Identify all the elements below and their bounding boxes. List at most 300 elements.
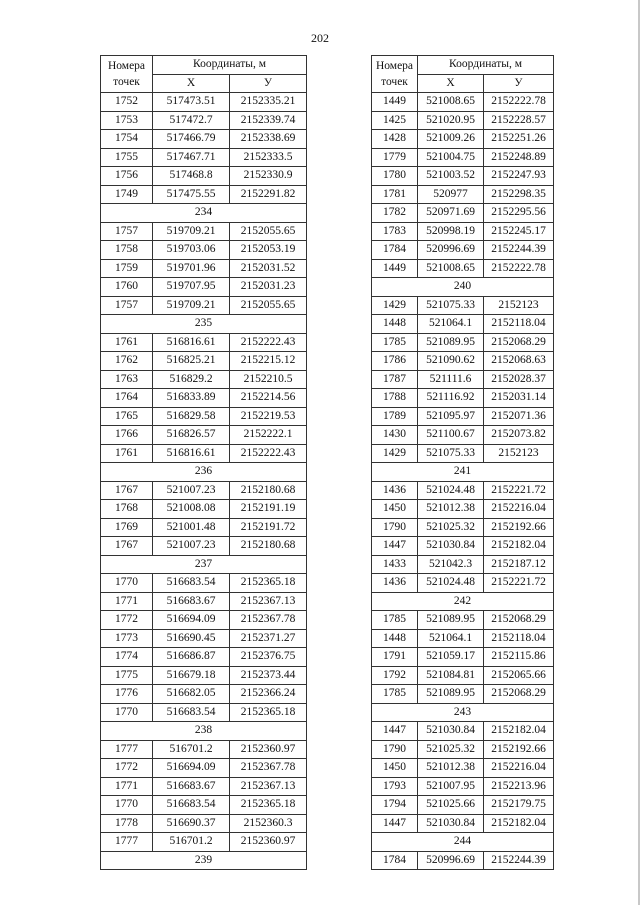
x-coordinate-cell: 516825.21 [153,352,230,371]
y-coordinate-cell: 2152214.56 [230,389,307,408]
table-row [101,241,307,260]
x-coordinate-cell: 520996.69 [418,241,484,260]
table-row [372,722,554,741]
point-number-cell: 1447 [372,722,418,741]
y-coordinate-cell: 2152221.72 [484,481,554,500]
table-row [372,407,554,426]
y-coordinate-cell: 2152222.1 [230,426,307,445]
y-coordinate-cell: 2152338.69 [230,130,307,149]
table-row [101,796,307,815]
y-coordinate-cell: 2152068.29 [484,685,554,704]
x-coordinate-cell: 519701.96 [153,259,230,278]
x-coordinate-cell: 521009.26 [418,130,484,149]
x-coordinate-cell: 521025.32 [418,518,484,537]
y-coordinate-cell: 2152031.14 [484,389,554,408]
x-coordinate-cell: 516826.57 [153,426,230,445]
y-coordinate-cell: 2152191.19 [230,500,307,519]
table-row [372,370,554,389]
table-row [372,814,554,833]
x-coordinate-cell: 521024.48 [418,574,484,593]
y-coordinate-cell: 2152118.04 [484,315,554,334]
x-coordinate-cell: 519707.95 [153,278,230,297]
y-coordinate-cell: 2152192.66 [484,740,554,759]
x-coordinate-cell: 521007.23 [153,537,230,556]
y-coordinate-cell: 2152222.43 [230,333,307,352]
x-coordinate-cell: 516683.67 [153,777,230,796]
header-coordinates: Координаты, м [153,56,307,75]
x-coordinate-cell: 521084.81 [418,666,484,685]
y-coordinate-cell: 2152298.35 [484,185,554,204]
y-coordinate-cell: 2152371.27 [230,629,307,648]
y-coordinate-cell: 2152187.12 [484,555,554,574]
x-coordinate-cell: 521075.33 [418,444,484,463]
point-number-cell: 1772 [101,759,153,778]
table-row [101,648,307,667]
table-row [101,426,307,445]
y-coordinate-cell: 2152222.78 [484,93,554,112]
section-number: 236 [101,463,307,482]
y-coordinate-cell: 2152228.57 [484,111,554,130]
section-row [101,315,307,334]
y-coordinate-cell: 2152031.23 [230,278,307,297]
table-row [101,703,307,722]
section-number: 242 [372,592,554,611]
y-coordinate-cell: 2152222.78 [484,259,554,278]
coordinates-table-left [100,55,307,870]
point-number-cell: 1786 [372,352,418,371]
y-coordinate-cell: 2152360.3 [230,814,307,833]
point-number-cell: 1791 [372,648,418,667]
y-coordinate-cell: 2152215.12 [230,352,307,371]
y-coordinate-cell: 2152182.04 [484,537,554,556]
point-number-cell: 1428 [372,130,418,149]
point-number-cell: 1777 [101,740,153,759]
x-coordinate-cell: 520996.69 [418,851,484,870]
point-number-cell: 1775 [101,666,153,685]
point-number-cell: 1789 [372,407,418,426]
table-row [372,685,554,704]
point-number-cell: 1449 [372,259,418,278]
section-number: 238 [101,722,307,741]
x-coordinate-cell: 516829.2 [153,370,230,389]
table-row [101,574,307,593]
x-coordinate-cell: 519709.21 [153,222,230,241]
x-coordinate-cell: 516701.2 [153,740,230,759]
point-number-cell: 1787 [372,370,418,389]
y-coordinate-cell: 2152335.21 [230,93,307,112]
table-row [101,740,307,759]
x-coordinate-cell: 517475.55 [153,185,230,204]
section-row [101,463,307,482]
section-number: 234 [101,204,307,223]
x-coordinate-cell: 521007.23 [153,481,230,500]
point-number-cell: 1770 [101,703,153,722]
table-row [101,777,307,796]
table-row [101,370,307,389]
header-point-number: Номера точек [372,56,418,93]
x-coordinate-cell: 516690.45 [153,629,230,648]
section-row [101,204,307,223]
point-number-cell: 1763 [101,370,153,389]
point-number-cell: 1772 [101,611,153,630]
table-row [101,518,307,537]
x-coordinate-cell: 516682.05 [153,685,230,704]
x-coordinate-cell: 517466.79 [153,130,230,149]
table-row [101,666,307,685]
table-row [372,315,554,334]
y-coordinate-cell: 2152219.53 [230,407,307,426]
x-coordinate-cell: 521008.08 [153,500,230,519]
point-number-cell: 1753 [101,111,153,130]
table-row [101,333,307,352]
point-number-cell: 1760 [101,278,153,297]
table-row [101,481,307,500]
header-y: У [484,74,554,93]
y-coordinate-cell: 2152068.29 [484,333,554,352]
x-coordinate-cell: 521004.75 [418,148,484,167]
point-number-cell: 1765 [101,407,153,426]
point-number-cell: 1785 [372,685,418,704]
x-coordinate-cell: 521090.62 [418,352,484,371]
table-row [372,518,554,537]
table-row [372,389,554,408]
point-number-cell: 1780 [372,167,418,186]
y-coordinate-cell: 2152360.97 [230,833,307,852]
x-coordinate-cell: 521024.48 [418,481,484,500]
section-row [372,278,554,297]
section-row [101,722,307,741]
y-coordinate-cell: 2152247.93 [484,167,554,186]
point-number-cell: 1758 [101,241,153,260]
section-row [372,463,554,482]
point-number-cell: 1793 [372,777,418,796]
point-number-cell: 1790 [372,518,418,537]
table-row [101,148,307,167]
y-coordinate-cell: 2152123 [484,296,554,315]
y-coordinate-cell: 2152244.39 [484,851,554,870]
point-number-cell: 1770 [101,574,153,593]
x-coordinate-cell: 521025.66 [418,796,484,815]
y-coordinate-cell: 2152222.43 [230,444,307,463]
y-coordinate-cell: 2152367.78 [230,759,307,778]
point-number-cell: 1764 [101,389,153,408]
x-coordinate-cell: 516686.87 [153,648,230,667]
x-coordinate-cell: 521042.3 [418,555,484,574]
point-number-cell: 1771 [101,777,153,796]
table-row [372,740,554,759]
point-number-cell: 1782 [372,204,418,223]
y-coordinate-cell: 2152115.86 [484,648,554,667]
x-coordinate-cell: 521008.65 [418,259,484,278]
y-coordinate-cell: 2152068.29 [484,611,554,630]
point-number-cell: 1777 [101,833,153,852]
point-number-cell: 1774 [101,648,153,667]
x-coordinate-cell: 516694.09 [153,611,230,630]
point-number-cell: 1767 [101,481,153,500]
section-number: 239 [101,851,307,870]
section-number: 241 [372,463,554,482]
x-coordinate-cell: 521064.1 [418,629,484,648]
x-coordinate-cell: 521012.38 [418,500,484,519]
table-row [101,759,307,778]
x-coordinate-cell: 520977 [418,185,484,204]
point-number-cell: 1767 [101,537,153,556]
y-coordinate-cell: 2152053.19 [230,241,307,260]
table-row [372,537,554,556]
x-coordinate-cell: 521020.95 [418,111,484,130]
table-row [101,500,307,519]
section-row [372,592,554,611]
table-row [101,130,307,149]
x-coordinate-cell: 521116.92 [418,389,484,408]
point-number-cell: 1436 [372,574,418,593]
x-coordinate-cell: 517473.51 [153,93,230,112]
y-coordinate-cell: 2152068.63 [484,352,554,371]
y-coordinate-cell: 2152182.04 [484,722,554,741]
table-row [372,93,554,112]
table-row [372,296,554,315]
section-number: 240 [372,278,554,297]
table-row [372,759,554,778]
point-number-cell: 1792 [372,666,418,685]
y-coordinate-cell: 2152071.36 [484,407,554,426]
x-coordinate-cell: 516694.09 [153,759,230,778]
point-number-cell: 1790 [372,740,418,759]
point-number-cell: 1450 [372,500,418,519]
y-coordinate-cell: 2152248.89 [484,148,554,167]
table-row [101,629,307,648]
table-row [372,629,554,648]
section-row [101,555,307,574]
point-number-cell: 1761 [101,444,153,463]
x-coordinate-cell: 521030.84 [418,537,484,556]
y-coordinate-cell: 2152123 [484,444,554,463]
point-number-cell: 1755 [101,148,153,167]
x-coordinate-cell: 521111.6 [418,370,484,389]
point-number-cell: 1773 [101,629,153,648]
y-coordinate-cell: 2152065.66 [484,666,554,685]
table-row [101,833,307,852]
y-coordinate-cell: 2152376.75 [230,648,307,667]
table-row [372,648,554,667]
point-number-cell: 1749 [101,185,153,204]
table-row [372,777,554,796]
table-row [101,259,307,278]
x-coordinate-cell: 516683.54 [153,703,230,722]
header-x: X [153,74,230,93]
point-number-cell: 1781 [372,185,418,204]
point-number-cell: 1429 [372,296,418,315]
point-number-cell: 1754 [101,130,153,149]
table-row [372,333,554,352]
y-coordinate-cell: 2152216.04 [484,500,554,519]
table-row [372,500,554,519]
x-coordinate-cell: 521100.67 [418,426,484,445]
point-number-cell: 1784 [372,241,418,260]
header-y: У [230,74,307,93]
point-number-cell: 1769 [101,518,153,537]
point-number-cell: 1430 [372,426,418,445]
y-coordinate-cell: 2152330.9 [230,167,307,186]
header-coordinates: Координаты, м [418,56,554,75]
table-row [101,352,307,371]
x-coordinate-cell: 520998.19 [418,222,484,241]
table-row [372,111,554,130]
x-coordinate-cell: 521008.65 [418,93,484,112]
x-coordinate-cell: 516701.2 [153,833,230,852]
y-coordinate-cell: 2152245.17 [484,222,554,241]
y-coordinate-cell: 2152373.44 [230,666,307,685]
x-coordinate-cell: 516683.67 [153,592,230,611]
point-number-cell: 1778 [101,814,153,833]
point-number-cell: 1433 [372,555,418,574]
table-row [101,444,307,463]
point-number-cell: 1785 [372,611,418,630]
y-coordinate-cell: 2152339.74 [230,111,307,130]
x-coordinate-cell: 517472.7 [153,111,230,130]
point-number-cell: 1429 [372,444,418,463]
x-coordinate-cell: 519703.06 [153,241,230,260]
y-coordinate-cell: 2152180.68 [230,537,307,556]
table-row [101,296,307,315]
y-coordinate-cell: 2152367.13 [230,592,307,611]
point-number-cell: 1450 [372,759,418,778]
section-row [372,703,554,722]
table-row [372,259,554,278]
y-coordinate-cell: 2152251.26 [484,130,554,149]
y-coordinate-cell: 2152213.96 [484,777,554,796]
header-point-number: Номера точек [101,56,153,93]
point-number-cell: 1756 [101,167,153,186]
table-row [372,167,554,186]
y-coordinate-cell: 2152360.97 [230,740,307,759]
table-row [101,592,307,611]
table-row [372,444,554,463]
header-x: X [418,74,484,93]
x-coordinate-cell: 521059.17 [418,648,484,667]
x-coordinate-cell: 521089.95 [418,333,484,352]
y-coordinate-cell: 2152365.18 [230,703,307,722]
coordinates-table-right [371,55,554,870]
table-row [101,407,307,426]
x-coordinate-cell: 521089.95 [418,685,484,704]
table-row [372,796,554,815]
point-number-cell: 1448 [372,629,418,648]
x-coordinate-cell: 516683.54 [153,796,230,815]
table-row [101,537,307,556]
table-row [372,204,554,223]
point-number-cell: 1759 [101,259,153,278]
point-number-cell: 1425 [372,111,418,130]
x-coordinate-cell: 521075.33 [418,296,484,315]
table-row [101,167,307,186]
y-coordinate-cell: 2152244.39 [484,241,554,260]
point-number-cell: 1768 [101,500,153,519]
table-row [372,222,554,241]
table-row [101,93,307,112]
table-row [101,685,307,704]
x-coordinate-cell: 516816.61 [153,333,230,352]
table-row [372,851,554,870]
section-number: 237 [101,555,307,574]
x-coordinate-cell: 521003.52 [418,167,484,186]
table-row [372,148,554,167]
point-number-cell: 1447 [372,814,418,833]
x-coordinate-cell: 521030.84 [418,814,484,833]
table-row [101,111,307,130]
y-coordinate-cell: 2152028.37 [484,370,554,389]
section-row [372,833,554,852]
page-number: 202 [311,31,329,45]
y-coordinate-cell: 2152055.65 [230,296,307,315]
point-number-cell: 1785 [372,333,418,352]
section-number: 243 [372,703,554,722]
section-number: 235 [101,315,307,334]
y-coordinate-cell: 2152191.72 [230,518,307,537]
point-number-cell: 1788 [372,389,418,408]
x-coordinate-cell: 521030.84 [418,722,484,741]
x-coordinate-cell: 519709.21 [153,296,230,315]
table-row [372,241,554,260]
table-row [372,555,554,574]
section-row [101,851,307,870]
table-row [372,666,554,685]
point-number-cell: 1448 [372,315,418,334]
table-row [372,130,554,149]
point-number-cell: 1761 [101,333,153,352]
y-coordinate-cell: 2152118.04 [484,629,554,648]
point-number-cell: 1766 [101,426,153,445]
y-coordinate-cell: 2152366.24 [230,685,307,704]
point-number-cell: 1770 [101,796,153,815]
y-coordinate-cell: 2152192.66 [484,518,554,537]
point-number-cell: 1449 [372,93,418,112]
x-coordinate-cell: 516829.58 [153,407,230,426]
point-number-cell: 1784 [372,851,418,870]
table-row [372,574,554,593]
y-coordinate-cell: 2152291.82 [230,185,307,204]
table-row [372,611,554,630]
x-coordinate-cell: 516833.89 [153,389,230,408]
y-coordinate-cell: 2152031.52 [230,259,307,278]
x-coordinate-cell: 521095.97 [418,407,484,426]
y-coordinate-cell: 2152221.72 [484,574,554,593]
y-coordinate-cell: 2152365.18 [230,574,307,593]
table-row [372,352,554,371]
point-number-cell: 1447 [372,537,418,556]
x-coordinate-cell: 521025.32 [418,740,484,759]
table-row [372,426,554,445]
y-coordinate-cell: 2152365.18 [230,796,307,815]
table-row [101,611,307,630]
table-row [372,481,554,500]
point-number-cell: 1762 [101,352,153,371]
x-coordinate-cell: 521089.95 [418,611,484,630]
x-coordinate-cell: 516679.18 [153,666,230,685]
point-number-cell: 1757 [101,222,153,241]
x-coordinate-cell: 521012.38 [418,759,484,778]
x-coordinate-cell: 521064.1 [418,315,484,334]
point-number-cell: 1752 [101,93,153,112]
y-coordinate-cell: 2152055.65 [230,222,307,241]
y-coordinate-cell: 2152367.13 [230,777,307,796]
x-coordinate-cell: 516690.37 [153,814,230,833]
x-coordinate-cell: 521007.95 [418,777,484,796]
table-row [101,389,307,408]
x-coordinate-cell: 520971.69 [418,204,484,223]
table-row [101,814,307,833]
y-coordinate-cell: 2152179.75 [484,796,554,815]
